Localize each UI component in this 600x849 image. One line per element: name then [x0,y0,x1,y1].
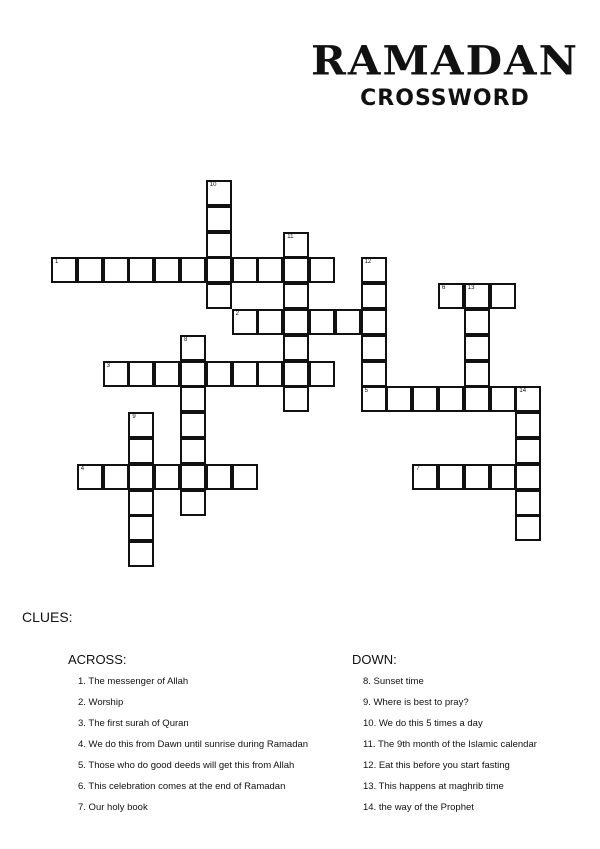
grid-cell[interactable] [438,283,464,309]
down-clue-10: 10. We do this 5 times a day [363,718,483,729]
grid-cell[interactable] [515,386,541,412]
down-heading: DOWN: [352,652,397,667]
clue-number: 2 [235,311,239,317]
grid-cell[interactable] [335,309,361,335]
grid-cell[interactable] [464,464,490,490]
clue-number: 9 [132,414,136,421]
down-clue-8: 8. Sunset time [363,676,424,687]
grid-cell[interactable] [412,386,438,412]
clue-number: 7 [416,465,420,472]
clue-number: 8 [184,336,188,343]
grid-cell[interactable] [103,361,129,387]
grid-cell[interactable] [128,541,154,567]
grid-cell[interactable] [283,309,309,335]
grid-cell[interactable] [490,283,516,309]
grid-cell[interactable] [257,309,283,335]
grid-cell[interactable] [283,257,309,283]
grid-cell[interactable] [154,257,180,283]
grid-cell[interactable] [51,257,77,283]
across-clue-6: 6. This celebration comes at the end of Ramadan [78,781,286,792]
puzzle-subtitle: CROSSWORD [360,86,530,111]
grid-cell[interactable] [464,283,490,309]
grid-cell[interactable] [386,386,412,412]
grid-cell[interactable] [180,438,206,464]
puzzle-title: RAMADAN [311,37,579,84]
grid-cell[interactable] [154,361,180,387]
grid-cell[interactable] [77,257,103,283]
grid-cell[interactable] [206,464,232,490]
grid-cell[interactable] [103,464,129,490]
grid-cell[interactable] [309,257,335,283]
grid-cell[interactable] [438,464,464,490]
grid-cell[interactable] [309,361,335,387]
grid-cell[interactable] [283,283,309,309]
clue-number: 6 [442,285,446,292]
across-heading: ACROSS: [68,652,127,667]
clue-number: 4 [80,465,85,472]
grid-cell[interactable] [309,309,335,335]
grid-cell[interactable] [180,361,206,387]
down-clue-list [363,676,537,823]
down-clue-11: 11. The 9th month of the Islamic calendar [363,739,537,750]
grid-cell[interactable] [128,361,154,387]
across-clue-2: 2. Worship [78,697,124,708]
clue-number: 1 [55,259,59,266]
clue-number: 10 [209,182,217,188]
grid-cell[interactable] [464,335,490,361]
grid-cell[interactable] [257,361,283,387]
down-clue-9: 9. Where is best to pray? [363,697,469,708]
grid-cell[interactable] [412,464,438,490]
grid-cell[interactable] [515,412,541,438]
grid-cell[interactable] [128,438,154,464]
grid-cell[interactable] [128,257,154,283]
across-clue-5: 5. Those who do good deeds will get this from Allah [78,760,295,771]
across-clue-3: 3. The first surah of Quran [78,718,189,729]
grid-cell[interactable] [283,386,309,412]
grid-cell[interactable] [283,335,309,361]
grid-cell[interactable] [361,283,387,309]
grid-cell[interactable] [464,386,490,412]
grid-cell[interactable] [490,464,516,490]
grid-cell[interactable] [515,464,541,490]
grid-cell[interactable] [206,257,232,283]
grid-cell[interactable] [361,335,387,361]
grid-cell[interactable] [180,257,206,283]
grid-cell[interactable] [283,232,309,258]
clue-number: 14 [519,388,527,395]
grid-cell[interactable] [232,257,258,283]
grid-cell[interactable] [154,464,180,490]
grid-cell[interactable] [515,490,541,516]
grid-cell[interactable] [180,464,206,490]
grid-cell[interactable] [361,386,387,412]
clue-number: 11 [287,233,294,240]
grid-cell[interactable] [515,438,541,464]
down-clue-13: 13. This happens at maghrib time [363,781,504,792]
grid-cell[interactable] [515,515,541,541]
grid-cell[interactable] [206,180,232,206]
grid-cell[interactable] [232,309,258,335]
grid-cell[interactable] [490,386,516,412]
grid-cell[interactable] [206,283,232,309]
grid-cell[interactable] [128,412,154,438]
grid-cell[interactable] [206,206,232,232]
grid-cell[interactable] [361,257,387,283]
grid-cell[interactable] [232,361,258,387]
clue-number: 12 [364,259,372,266]
across-clue-1: 1. The messenger of Allah [78,676,189,687]
grid-cell[interactable] [77,464,103,490]
clue-number: 13 [467,285,475,292]
across-clue-7: 7. Our holy book [78,802,148,813]
grid-cell[interactable] [128,464,154,490]
grid-cell[interactable] [128,515,154,541]
grid-cell[interactable] [206,361,232,387]
clues-heading: CLUES: [22,609,73,625]
clue-number: 3 [106,362,110,369]
down-clue-14: 14. the way of the Prophet [363,802,474,813]
grid-cell[interactable] [464,309,490,335]
grid-cell[interactable] [361,309,387,335]
grid-cell[interactable] [438,386,464,412]
grid-cell[interactable] [283,361,309,387]
grid-cell[interactable] [180,412,206,438]
grid-cell[interactable] [257,257,283,283]
grid-cell[interactable] [180,490,206,516]
grid-cell[interactable] [103,257,129,283]
grid-cell[interactable] [361,361,387,387]
grid-cell[interactable] [464,361,490,387]
grid-cell[interactable] [180,335,206,361]
down-clue-12: 12. Eat this before you start fasting [363,760,510,771]
across-clue-list [78,676,308,823]
clue-number: 5 [364,388,368,395]
grid-cell[interactable] [180,386,206,412]
across-clue-4: 4. We do this from Dawn until sunrise during Ramadan [78,739,309,750]
grid-cell[interactable] [232,464,258,490]
grid-cell[interactable] [206,232,232,258]
grid-cell[interactable] [128,490,154,516]
